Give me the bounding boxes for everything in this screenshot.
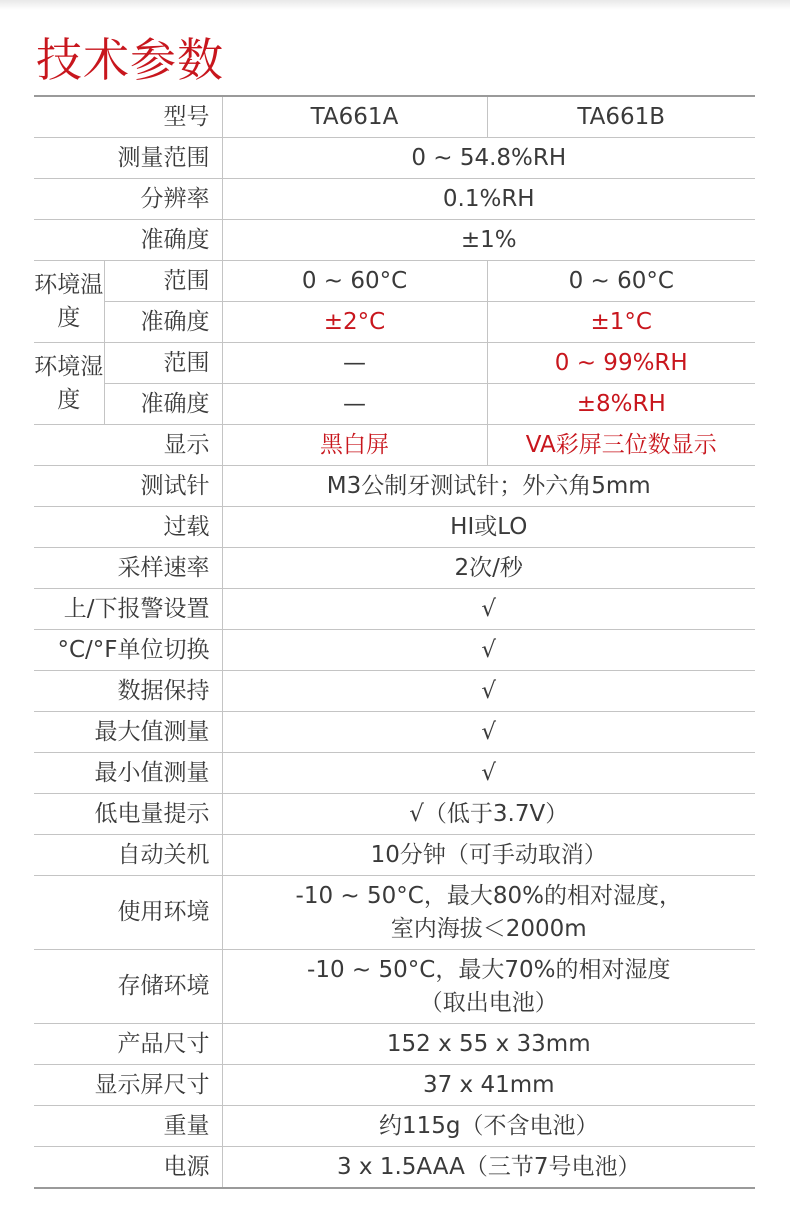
row-value: √: [222, 712, 755, 753]
row-value: 152 x 55 x 33mm: [222, 1024, 755, 1065]
cell-b: ±1°C: [487, 302, 755, 343]
spec-table: [34, 95, 755, 1189]
table-row: [34, 302, 755, 343]
row-value: √: [222, 589, 755, 630]
row-value: [222, 876, 755, 950]
row-value: 约115g（不含电池）: [222, 1106, 755, 1147]
page-title: 技术参数: [36, 33, 224, 87]
row-label: 使用环境: [34, 876, 222, 950]
value-line-2: 室内海拔＜2000m: [390, 915, 587, 942]
table-row: [34, 466, 755, 507]
cell-a: —: [222, 343, 487, 384]
row-label: 过载: [34, 507, 222, 548]
table-row: [34, 712, 755, 753]
table-row: [34, 220, 755, 261]
row-value: √: [222, 753, 755, 794]
row-label: 电源: [34, 1147, 222, 1189]
value-line-1: -10 ~ 50°C，最大70%的相对湿度: [307, 957, 671, 984]
table-row: [34, 794, 755, 835]
cell-a: 0 ~ 60°C: [222, 261, 487, 302]
row-label: 范围: [104, 261, 222, 302]
value-line-2: （取出电池）: [419, 989, 558, 1016]
row-value: [222, 950, 755, 1024]
row-value: 37 x 41mm: [222, 1065, 755, 1106]
cell-b: 0 ~ 99%RH: [487, 343, 755, 384]
row-label: 分辨率: [34, 179, 222, 220]
row-value: √（低于3.7V）: [222, 794, 755, 835]
table-row: [34, 1147, 755, 1189]
row-value: √: [222, 671, 755, 712]
table-row: [34, 179, 755, 220]
row-label: 测试针: [34, 466, 222, 507]
row-label: 自动关机: [34, 835, 222, 876]
table-row: [34, 671, 755, 712]
row-label: 准确度: [34, 220, 222, 261]
table-row: [34, 753, 755, 794]
table-row: [34, 1065, 755, 1106]
table-row: [34, 876, 755, 950]
table-row: [34, 384, 755, 425]
row-label: 型号: [34, 96, 222, 138]
table-row: [34, 1024, 755, 1065]
row-value: √: [222, 630, 755, 671]
row-value: 0.1%RH: [222, 179, 755, 220]
row-label: 最小值测量: [34, 753, 222, 794]
cell-a: ±2°C: [222, 302, 487, 343]
model-b: TA661B: [487, 96, 755, 138]
cell-b: VA彩屏三位数显示: [487, 425, 755, 466]
row-label: 产品尺寸: [34, 1024, 222, 1065]
row-value: ±1%: [222, 220, 755, 261]
cell-b: ±8%RH: [487, 384, 755, 425]
cell-a: —: [222, 384, 487, 425]
table-row: [34, 630, 755, 671]
table-row: [34, 425, 755, 466]
row-label: 准确度: [104, 384, 222, 425]
row-label: 测量范围: [34, 138, 222, 179]
table-row: [34, 950, 755, 1024]
group-label-env-temp: 环境温度: [34, 261, 104, 343]
row-label: 显示: [34, 425, 222, 466]
row-label: °C/°F单位切换: [34, 630, 222, 671]
group-label-env-hum: 环境湿度: [34, 343, 104, 425]
table-row: [34, 548, 755, 589]
row-value: 2次/秒: [222, 548, 755, 589]
row-value: 0 ~ 54.8%RH: [222, 138, 755, 179]
row-label: 范围: [104, 343, 222, 384]
row-label: 上/下报警设置: [34, 589, 222, 630]
row-label: 存储环境: [34, 950, 222, 1024]
cell-a: 黑白屏: [222, 425, 487, 466]
row-value: M3公制牙测试针；外六角5mm: [222, 466, 755, 507]
table-row: [34, 507, 755, 548]
row-label: 准确度: [104, 302, 222, 343]
table-row: [34, 835, 755, 876]
row-value: 10分钟（可手动取消）: [222, 835, 755, 876]
row-value: 3 x 1.5AAA（三节7号电池）: [222, 1147, 755, 1189]
top-shade: [0, 0, 790, 10]
row-label: 数据保持: [34, 671, 222, 712]
table-row: [34, 343, 755, 384]
cell-b: 0 ~ 60°C: [487, 261, 755, 302]
row-label: 重量: [34, 1106, 222, 1147]
table-row: [34, 96, 755, 138]
table-row: [34, 1106, 755, 1147]
row-label: 采样速率: [34, 548, 222, 589]
table-row: [34, 138, 755, 179]
row-label: 低电量提示: [34, 794, 222, 835]
row-value: HI或LO: [222, 507, 755, 548]
row-label: 显示屏尺寸: [34, 1065, 222, 1106]
table-row: [34, 589, 755, 630]
row-label: 最大值测量: [34, 712, 222, 753]
model-a: TA661A: [222, 96, 487, 138]
value-line-1: -10 ~ 50°C，最大80%的相对湿度，: [295, 883, 682, 910]
table-row: [34, 261, 755, 302]
